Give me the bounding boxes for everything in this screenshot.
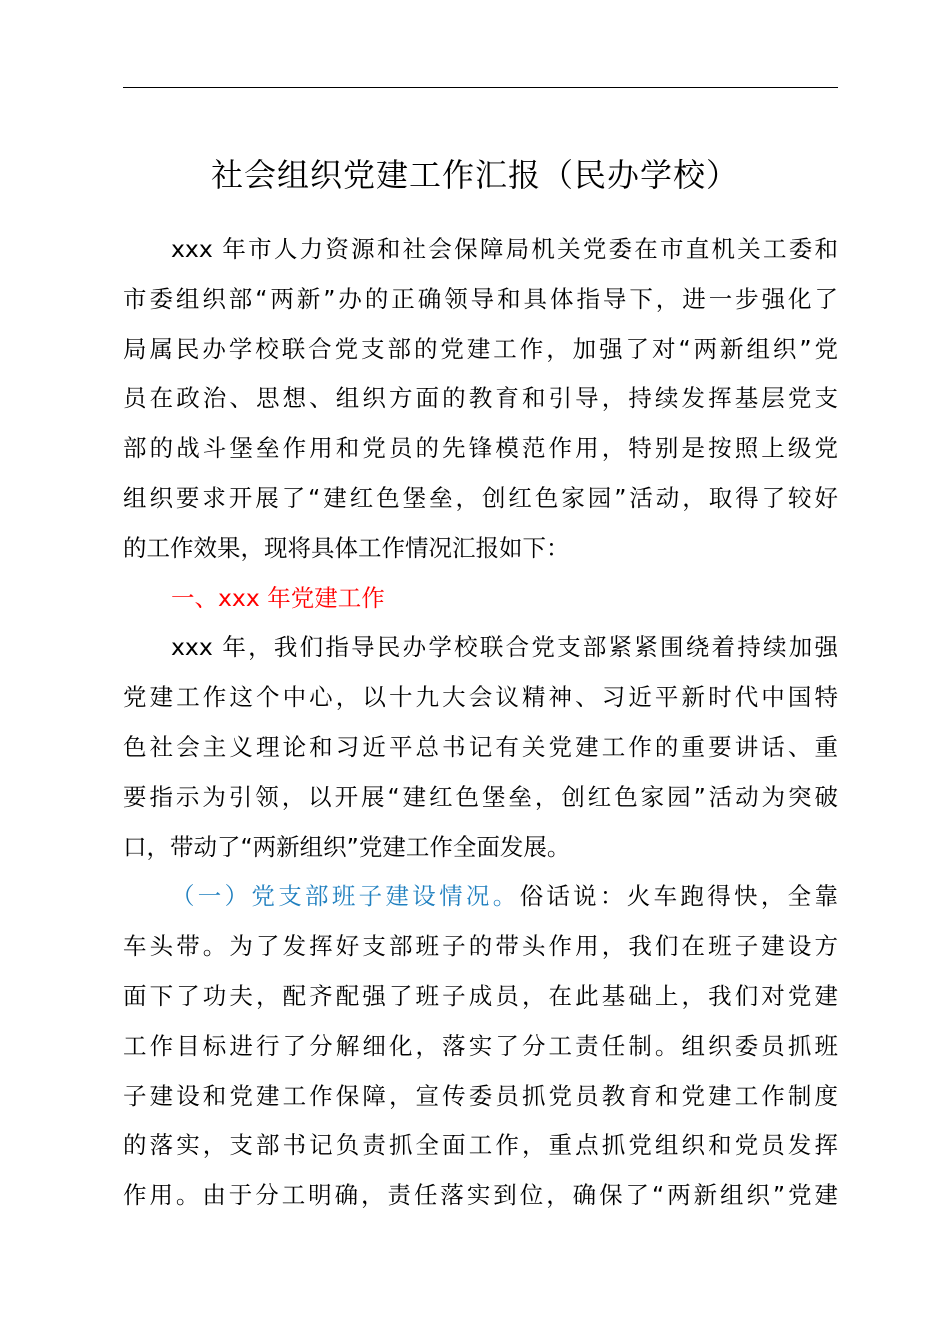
document-title: 社会组织党建工作汇报（民办学校） bbox=[210, 156, 739, 194]
paragraph-line: 员在政治、思想、组织方面的教育和引导，持续发挥基层党支 bbox=[123, 384, 838, 413]
paragraph-line: 党建工作这个中心，以十九大会议精神、习近平新时代中国特 bbox=[123, 683, 838, 712]
paragraph-intro bbox=[123, 225, 838, 574]
header-rule bbox=[123, 87, 838, 88]
paragraph-line: 的工作效果，现将具体工作情况汇报如下： bbox=[123, 533, 570, 562]
paragraph-line: 局属民办学校联合党支部的党建工作，加强了对“两新组织”党 bbox=[123, 334, 838, 363]
subheading: （一）党支部班子建设情况。 bbox=[171, 882, 520, 911]
paragraph-line-text: 俗话说：火车跑得快，全靠 bbox=[519, 882, 838, 911]
paragraph-line: 色社会主义理论和习近平总书记有关党建工作的重要讲话、重 bbox=[123, 732, 838, 761]
paragraph-line: 组织要求开展了“建红色堡垒，创红色家园”活动，取得了较好 bbox=[123, 483, 838, 512]
paragraph-line: 工作目标进行了分解细化，落实了分工责任制。组织委员抓班 bbox=[123, 1031, 838, 1060]
paragraph-line: 要指示为引领，以开展“建红色堡垒，创红色家园”活动为突破 bbox=[123, 782, 838, 811]
paragraph-branch-building bbox=[123, 872, 838, 1221]
paragraph-line: 部的战斗堡垒作用和党员的先锋模范作用，特别是按照上级党 bbox=[123, 434, 838, 463]
paragraph-line: xxx 年，我们指导民办学校联合党支部紧紧围绕着持续加强 bbox=[171, 633, 838, 662]
paragraph-line: 的落实，支部书记负责抓全面工作，重点抓党组织和党员发挥 bbox=[123, 1131, 838, 1160]
paragraph-line: 车头带。为了发挥好支部班子的带头作用，我们在班子建设方 bbox=[123, 932, 838, 961]
paragraph-line: 面下了功夫，配齐配强了班子成员，在此基础上，我们对党建 bbox=[123, 981, 838, 1010]
section-heading: 一、xxx 年党建工作 bbox=[171, 583, 385, 612]
document-body bbox=[123, 225, 838, 1221]
paragraph-line: xxx 年市人力资源和社会保障局机关党委在市直机关工委和 bbox=[171, 235, 838, 263]
paragraph-line: 子建设和党建工作保障，宣传委员抓党员教育和党建工作制度 bbox=[123, 1081, 838, 1110]
paragraph-line: 口，带动了“两新组织”党建工作全面发展。 bbox=[123, 832, 571, 861]
paragraph-line-first bbox=[123, 872, 838, 922]
paragraph-line: 作用。由于分工明确，责任落实到位，确保了“两新组织”党建 bbox=[123, 1181, 838, 1210]
paragraph-party-work bbox=[123, 623, 838, 872]
paragraph-line: 市委组织部“两新”办的正确领导和具体指导下，进一步强化了 bbox=[123, 284, 838, 313]
